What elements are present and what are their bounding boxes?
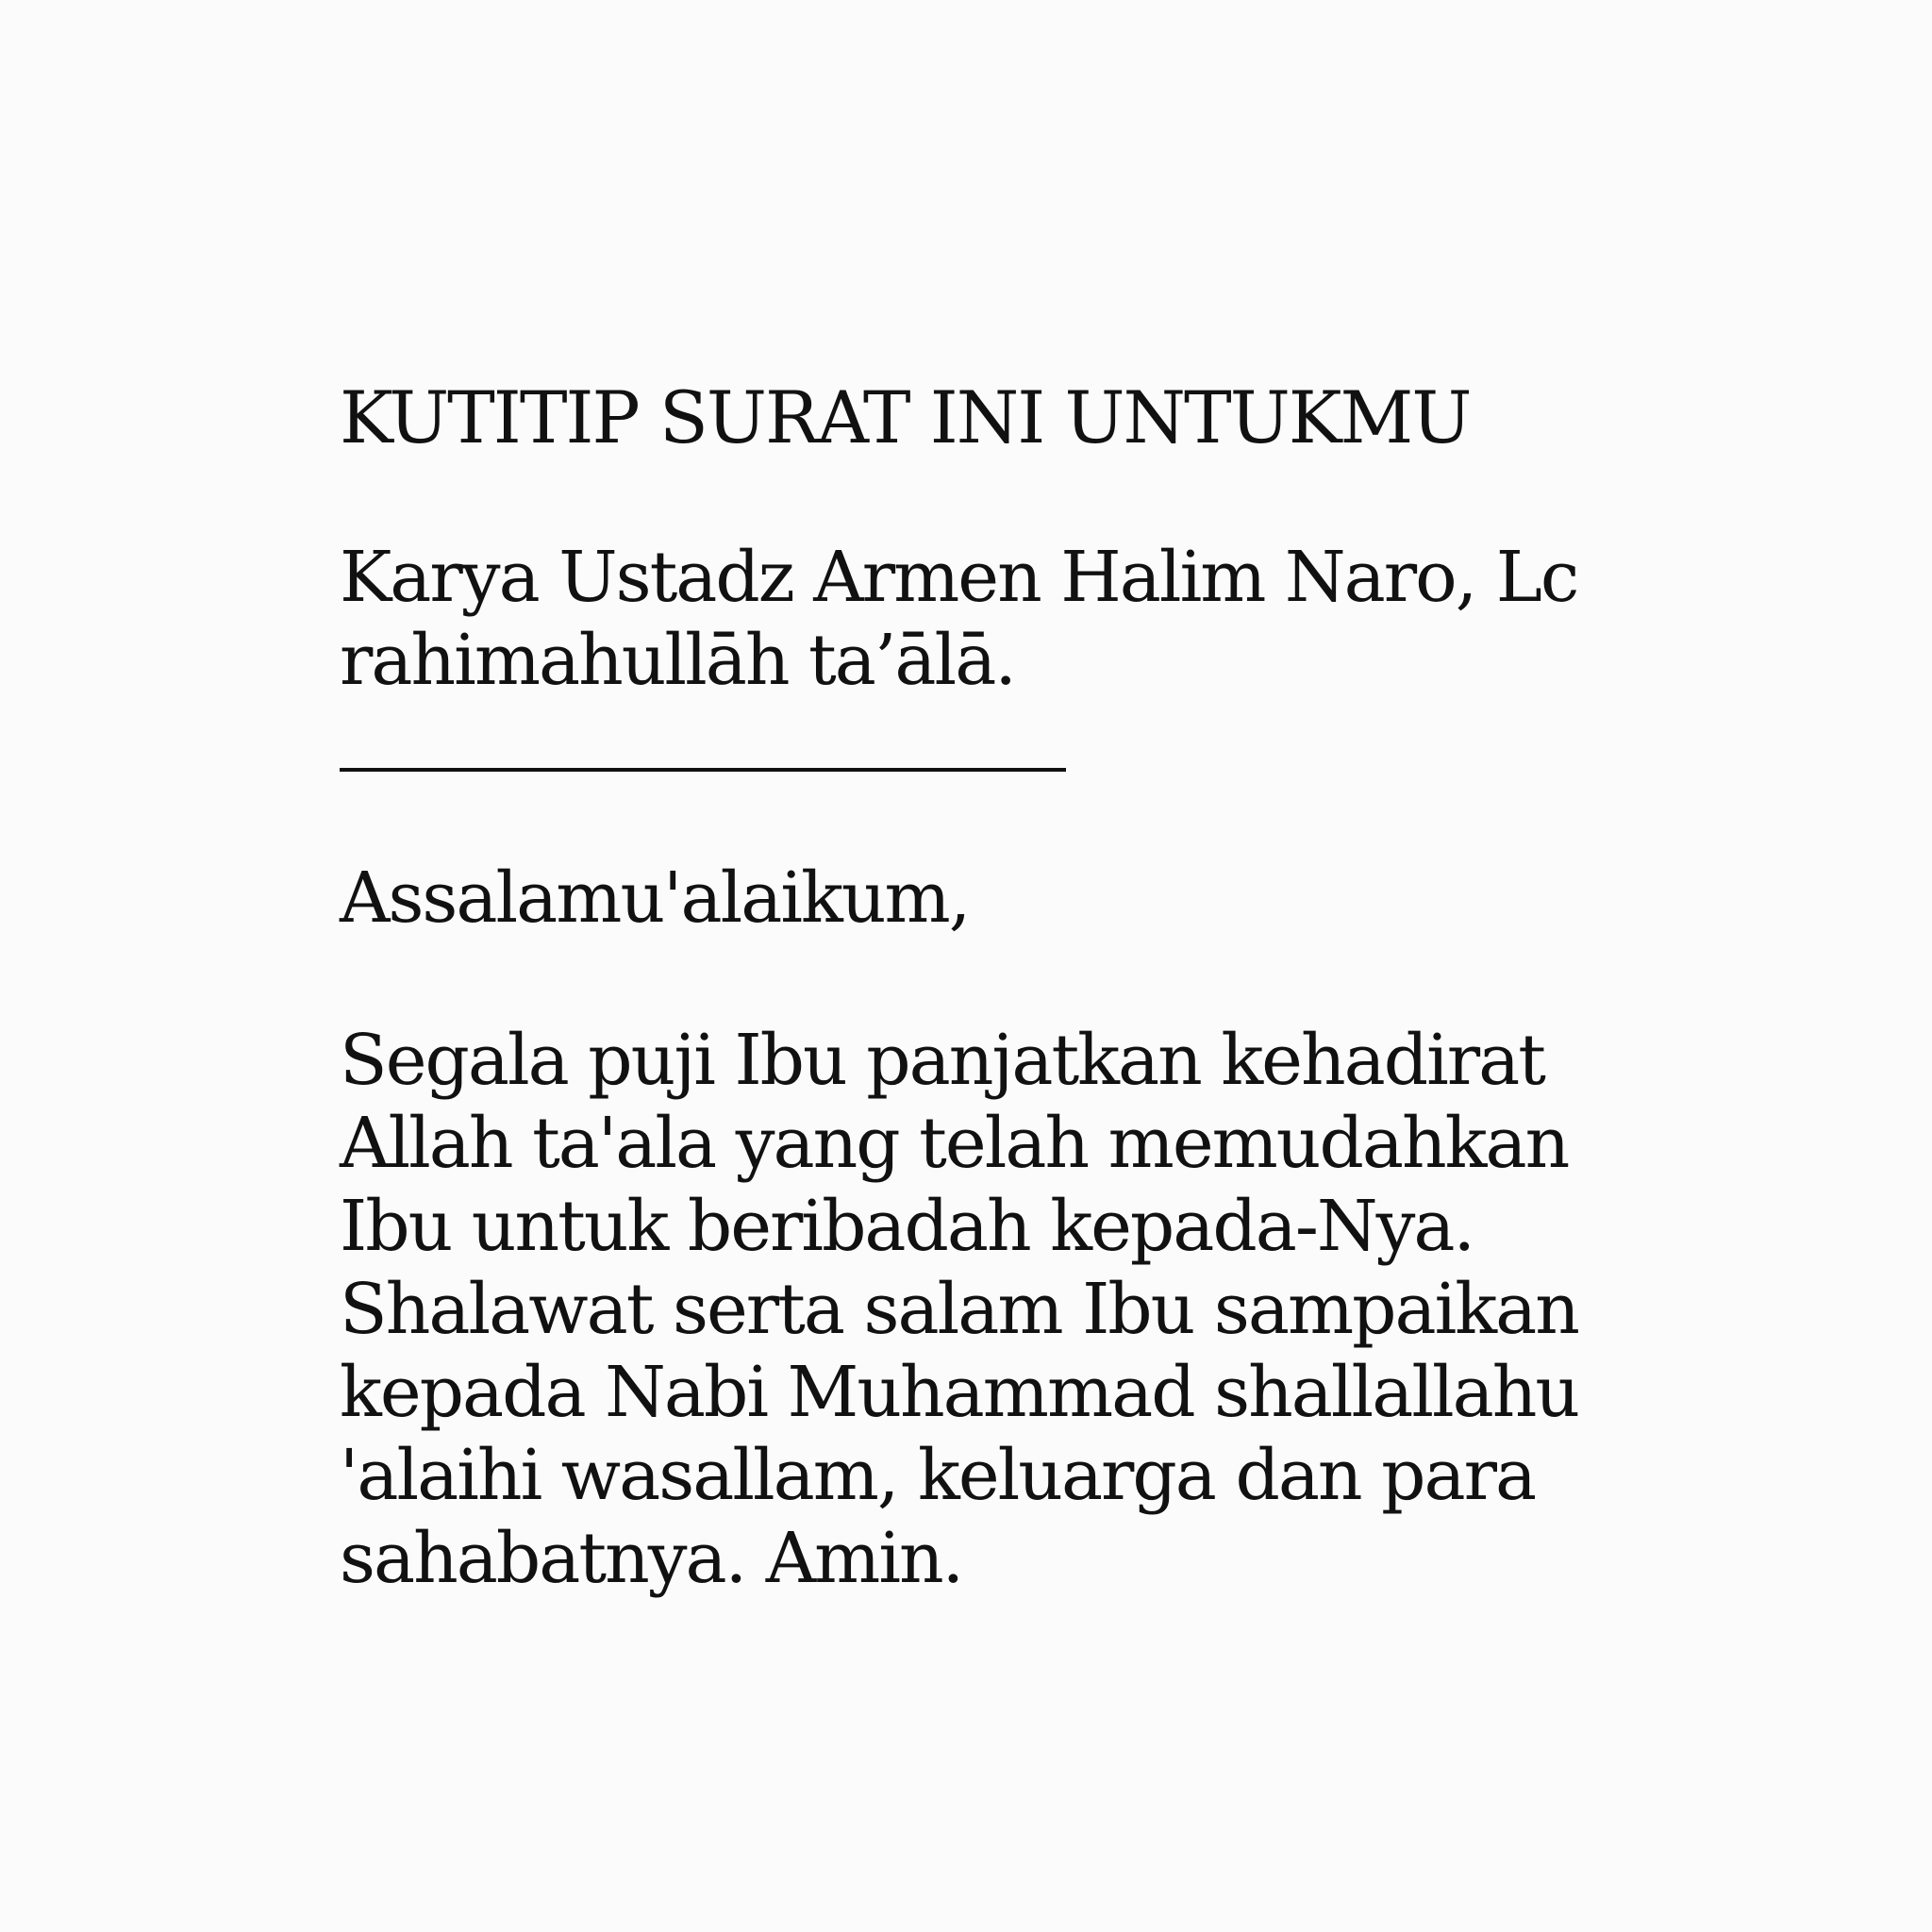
body-line: 'alaihi wasallam, keluarga dan para — [340, 1435, 1536, 1516]
document-title: KUTITIP SURAT INI UNTUKMU — [340, 375, 1471, 459]
author-honorific-line: rahimahullāh ta’ālā. — [340, 620, 1015, 701]
body-paragraph — [340, 1019, 1578, 1600]
author-line: Karya Ustadz Armen Halim Naro, Lc — [340, 537, 1578, 618]
body-line: Segala puji Ibu panjatkan kehadirat — [340, 1020, 1544, 1101]
divider-line — [340, 768, 1066, 772]
greeting: Assalamu'alaikum, — [340, 858, 970, 939]
body-line: sahabatnya. Amin. — [340, 1518, 963, 1599]
body-line: kepada Nabi Muhammad shallallahu — [340, 1352, 1579, 1433]
body-line: Ibu untuk beribadah kepada-Nya. — [340, 1186, 1474, 1267]
body-line: Allah ta'ala yang telah memudahkan — [340, 1103, 1569, 1184]
author-block — [340, 536, 1577, 702]
body-line: Shalawat serta salam Ibu sampaikan — [340, 1269, 1578, 1350]
